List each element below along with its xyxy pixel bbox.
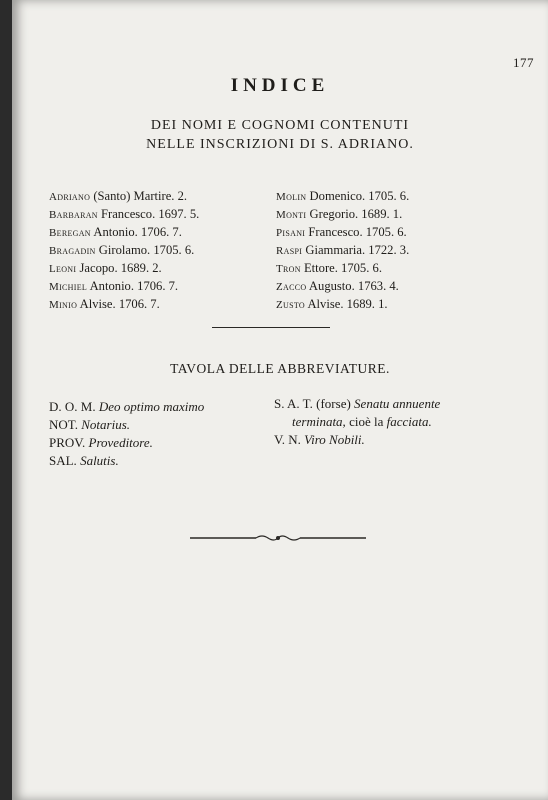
name-entry <box>276 206 409 224</box>
abbreviation-entry <box>49 416 204 434</box>
names-column-left <box>49 188 199 314</box>
name-details: Domenico. 1705. 6. <box>309 189 410 203</box>
name-entry <box>276 242 409 260</box>
name-entry <box>49 278 199 296</box>
abbreviation-meaning: Senatu annuente <box>354 396 441 411</box>
surname: Raspi <box>276 245 303 257</box>
name-entry <box>49 260 199 278</box>
name-entry <box>276 188 409 206</box>
name-entry <box>49 224 199 242</box>
name-details: Francesco. 1705. 6. <box>308 225 407 239</box>
surname: Minio <box>49 299 78 311</box>
abbreviation: S. A. T. (forse) <box>274 396 351 411</box>
abbreviation-entry <box>274 431 440 449</box>
abbreviation-entry <box>49 398 204 416</box>
abbreviation: D. O. M. <box>49 399 96 414</box>
name-details: Francesco. 1697. 5. <box>101 207 200 221</box>
name-entry <box>276 278 409 296</box>
name-entry <box>276 296 409 314</box>
name-details: Alvise. 1706. 7. <box>79 297 160 311</box>
name-details: Jacopo. 1689. 2. <box>79 261 162 275</box>
surname: Zacco <box>276 281 307 293</box>
abbreviation: V. N. <box>274 432 301 447</box>
names-column-right <box>276 188 409 314</box>
abbreviation-entry <box>274 395 440 413</box>
section-divider <box>212 327 330 328</box>
abbreviation-meaning: Proveditore. <box>88 435 153 450</box>
name-details: Augusto. 1763. 4. <box>308 279 399 293</box>
abbreviation-entry <box>49 434 204 452</box>
surname: Tron <box>276 263 301 275</box>
name-entry <box>49 242 199 260</box>
name-entry <box>49 206 199 224</box>
ornament-dot <box>276 536 280 540</box>
name-entry <box>276 224 409 242</box>
abbreviation: NOT. <box>49 417 79 432</box>
abbreviations-heading: TAVOLA DELLE ABBREVIATURE. <box>170 361 390 376</box>
surname: Beregan <box>49 227 91 239</box>
abbreviations-column-right <box>274 395 440 449</box>
name-entry <box>49 188 199 206</box>
ornamental-divider <box>190 532 366 544</box>
name-entry <box>49 296 199 314</box>
page-subtitle <box>12 116 548 154</box>
surname: Barbaran <box>49 209 98 221</box>
page-number: 177 <box>513 55 534 70</box>
name-details: (Santo) Martire. 2. <box>93 189 188 203</box>
surname: Michiel <box>49 281 88 293</box>
surname: Adriano <box>49 191 91 203</box>
abbreviation-meaning: Salutis. <box>80 453 119 468</box>
abbreviation: PROV. <box>49 435 86 450</box>
abbreviation-gloss: cioè la <box>349 414 384 429</box>
name-details: Giammaria. 1722. 3. <box>305 243 410 257</box>
name-details: Girolamo. 1705. 6. <box>98 243 195 257</box>
page-title: INDICE <box>230 75 330 96</box>
surname: Monti <box>276 209 307 221</box>
surname: Bragadin <box>49 245 96 257</box>
abbreviation-meaning: Notarius. <box>81 417 131 432</box>
subtitle-line: DEI NOMI E COGNOMI CONTENUTI <box>150 118 410 133</box>
name-details: Antonio. 1706. 7. <box>93 225 182 239</box>
name-details: Antonio. 1706. 7. <box>89 279 179 293</box>
abbreviation-meaning: Viro Nobili. <box>304 432 365 447</box>
abbreviation-meaning: facciata. <box>386 414 432 429</box>
abbreviation-meaning: Deo optimo maximo <box>98 399 205 414</box>
surname: Zusto <box>276 299 305 311</box>
book-page <box>12 0 548 800</box>
abbreviation: SAL. <box>49 453 77 468</box>
surname: Leoni <box>49 263 77 275</box>
subtitle-line: NELLE INSCRIZIONI DI S. ADRIANO. <box>146 137 414 152</box>
surname: Molin <box>276 191 307 203</box>
abbreviation-continuation <box>274 413 440 431</box>
abbreviation-entry <box>49 452 204 470</box>
name-entry <box>276 260 409 278</box>
surname: Pisani <box>276 227 306 239</box>
abbreviations-column-left <box>49 398 204 470</box>
name-details: Alvise. 1689. 1. <box>307 297 388 311</box>
abbreviation-meaning: terminata, <box>292 414 346 429</box>
name-details: Ettore. 1705. 6. <box>303 261 382 275</box>
name-details: Gregorio. 1689. 1. <box>309 207 403 221</box>
